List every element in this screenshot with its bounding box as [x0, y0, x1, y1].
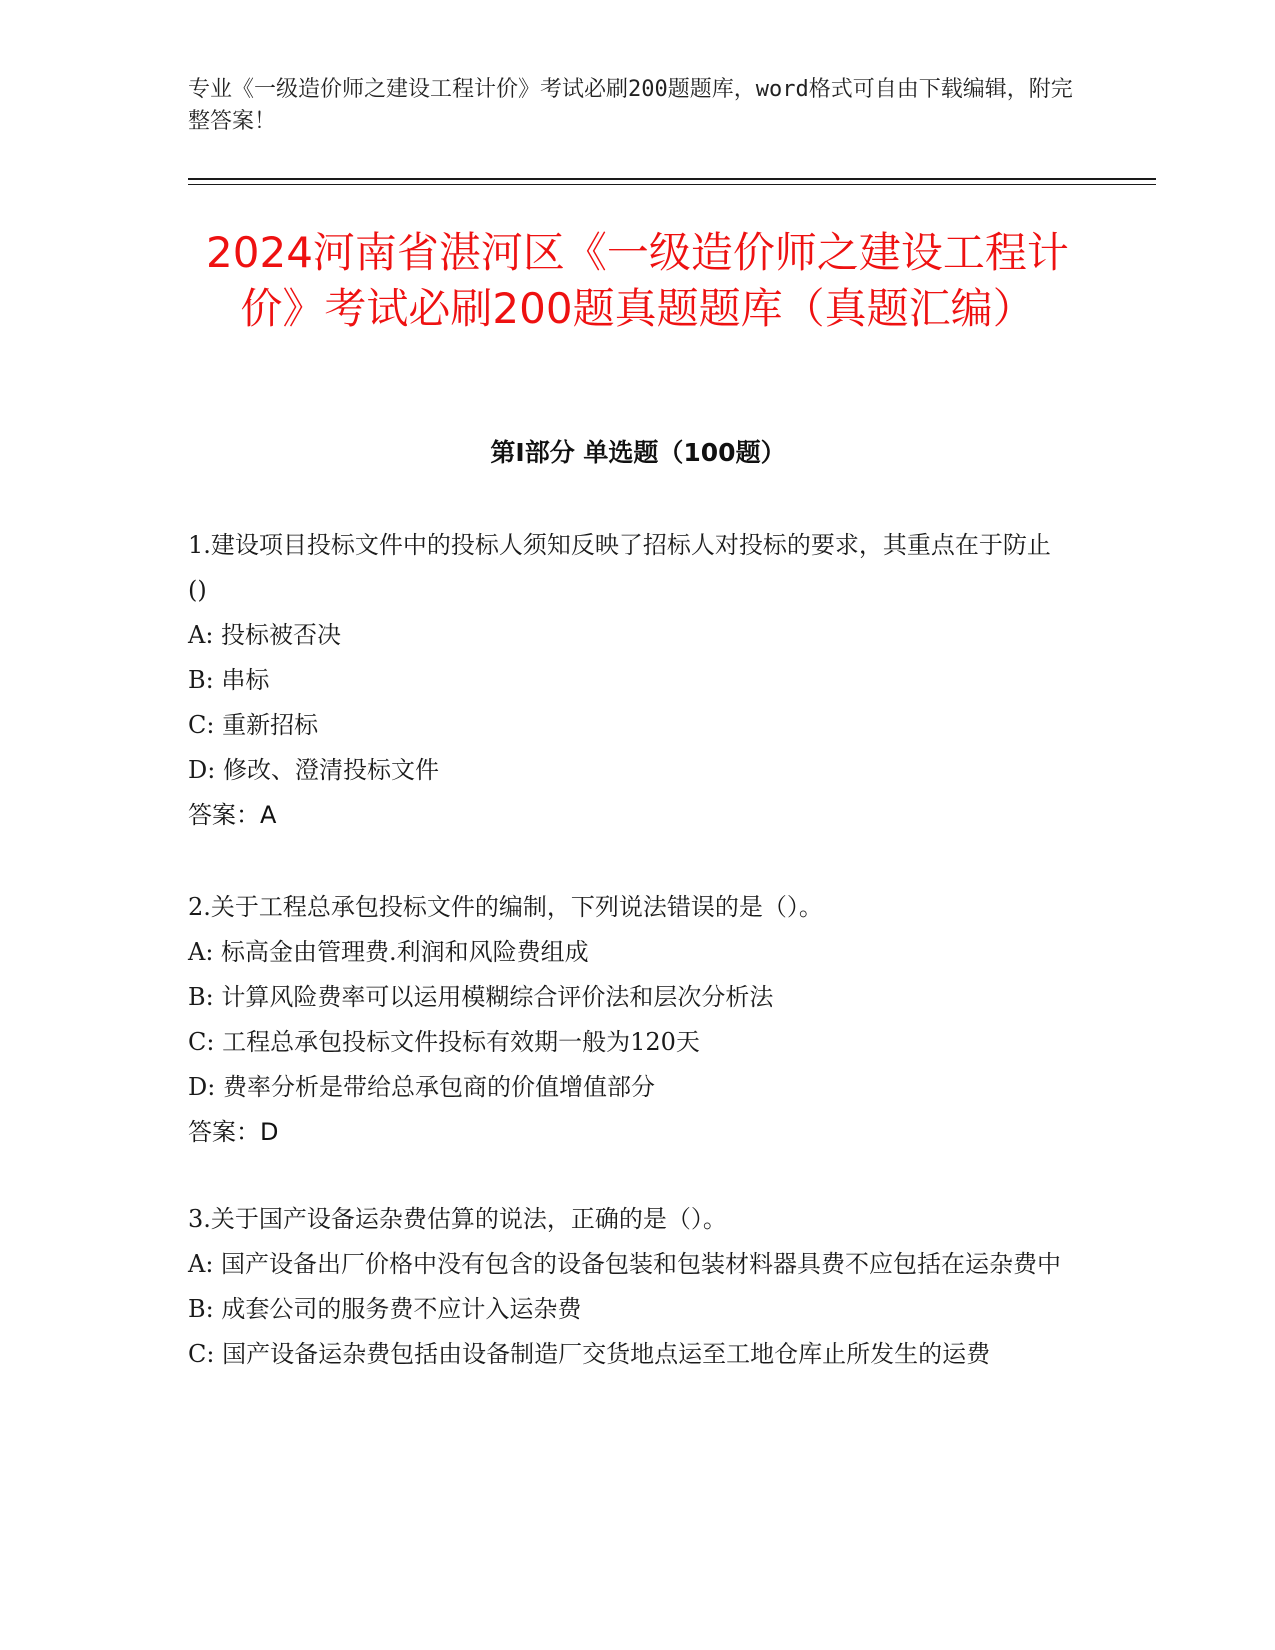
option-d: D: 修改、澄清投标文件 [188, 756, 439, 784]
header-divider-thin [188, 184, 1156, 185]
option-c: C: 国产设备运杂费包括由设备制造厂交货地点运至工地仓库止所发生的运费 [188, 1340, 991, 1368]
section-heading: 第I部分 单选题（100题） [490, 438, 786, 467]
answer: 答案：D [188, 1118, 279, 1146]
question-stem: 2.关于工程总承包投标文件的编制，下列说法错误的是（）。 [188, 893, 823, 921]
question-3 [188, 1197, 1068, 1377]
option-b: B: 计算风险费率可以运用模糊综合评价法和层次分析法 [188, 983, 774, 1011]
option-b: B: 成套公司的服务费不应计入运杂费 [188, 1295, 582, 1323]
option-c: C: 重新招标 [188, 711, 319, 739]
option-b: B: 串标 [188, 666, 270, 694]
option-a: A: 投标被否决 [188, 621, 342, 649]
header-divider-thick [188, 178, 1156, 180]
option-c: C: 工程总承包投标文件投标有效期一般为120天 [188, 1028, 700, 1056]
answer: 答案：A [188, 801, 277, 829]
question-stem: 3.关于国产设备运杂费估算的说法，正确的是（）。 [188, 1205, 727, 1233]
question-1 [188, 523, 1068, 838]
option-d: D: 费率分析是带给总承包商的价值增值部分 [188, 1073, 655, 1101]
header-note: 专业《一级造价师之建设工程计价》考试必刷200题题库，word格式可自由下载编辑，附完整答案！ [188, 77, 1073, 134]
option-a: A: 标高金由管理费.利润和风险费组成 [188, 938, 589, 966]
option-a: A: 国产设备出厂价格中没有包含的设备包装和包装材料器具费不应包括在运杂费中 [188, 1250, 1062, 1278]
question-stem: 1.建设项目投标文件中的投标人须知反映了招标人对投标的要求，其重点在于防止() [188, 531, 1051, 604]
document-title: 2024河南省湛河区《一级造价师之建设工程计价》考试必刷200题真题题库（真题汇编） [206, 228, 1069, 333]
question-2 [188, 885, 1068, 1155]
